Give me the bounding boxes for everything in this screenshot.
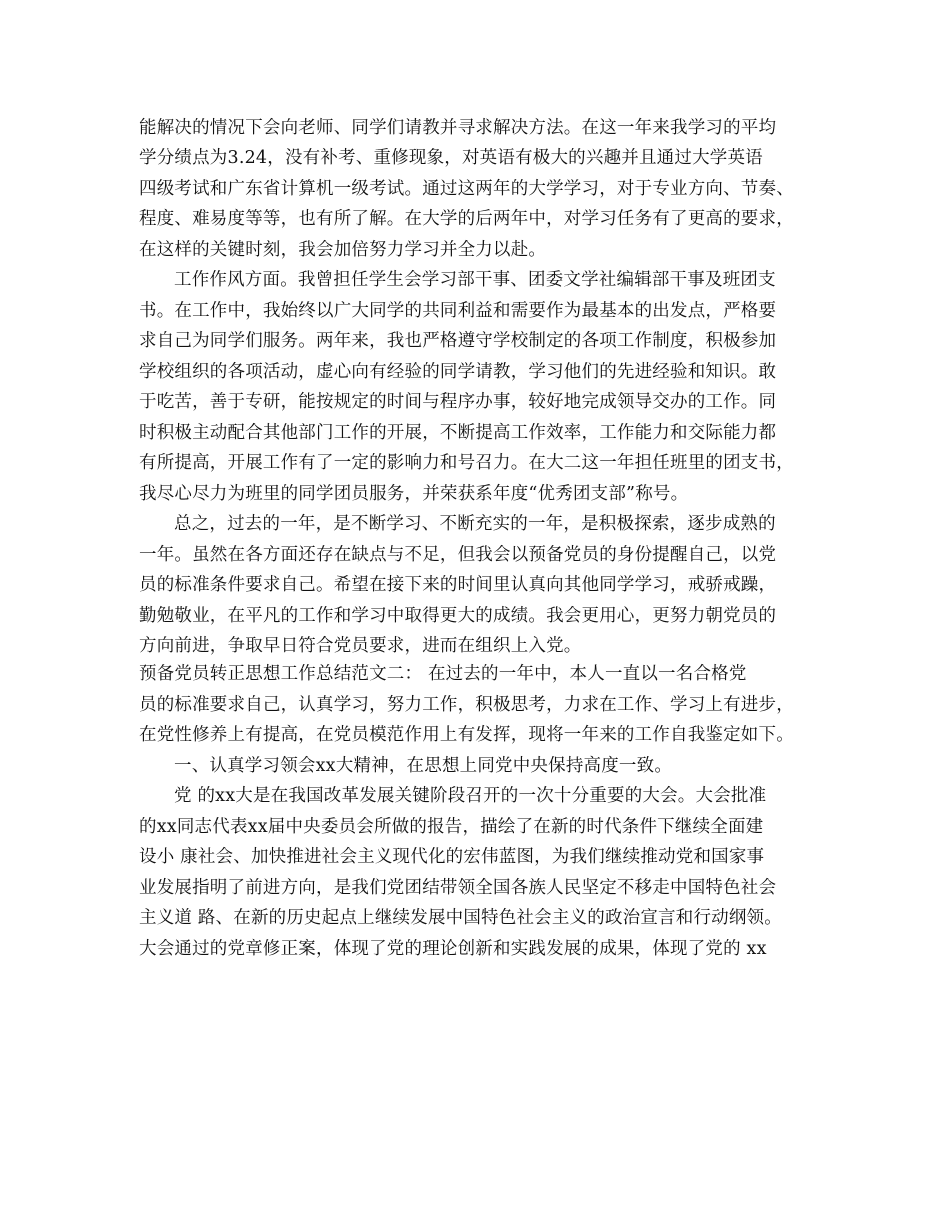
text-line: 学分绩点为3.24，没有补考、重修现象，对英语有极大的兴趣并且通过大学英语 bbox=[139, 148, 763, 168]
text-line: 设小 康社会、加快推进社会主义现代化的宏伟蓝图，为我们继续推动党和国家事 bbox=[139, 847, 765, 867]
text-line: 我尽心尽力为班里的同学团员服务，并荣获系年度“优秀团支部”称号。 bbox=[139, 484, 689, 504]
text-line: 一年。虽然在各方面还存在缺点与不足，但我会以预备党员的身份提醒自己，以党 bbox=[139, 545, 777, 565]
text-line: 党 的xx大是在我国改革发展关键阶段召开的一次十分重要的大会。大会批准 bbox=[174, 786, 767, 806]
text-line: 学校组织的各项活动，虚心向有经验的同学请教，学习他们的先进经验和知识。敢 bbox=[139, 362, 777, 382]
text-line: 在这样的关键时刻，我会加倍努力学习并全力以赴。 bbox=[139, 240, 547, 260]
text-line: 方向前进，争取早日符合党员要求，进而在组织上入党。 bbox=[139, 636, 582, 656]
text-line: 工作作风方面。我曾担任学生会学习部干事、团委文学社编辑部干事及班团支 bbox=[174, 270, 776, 290]
text-line: 能解决的情况下会向老师、同学们请教并寻求解决方法。在这一年来我学习的平均 bbox=[139, 118, 777, 138]
text-line: 时积极主动配合其他部门工作的开展，不断提高工作效率，工作能力和交际能力都 bbox=[139, 423, 777, 443]
text-line: 主义道 路、在新的历史起点上继续发展中国特色社会主义的政治宣言和行动纲领。 bbox=[139, 908, 782, 928]
text-line: 书。在工作中，我始终以广大同学的共同利益和需要作为最基本的出发点，严格要 bbox=[139, 301, 777, 321]
text-line: 于吃苦，善于专研，能按规定的时间与程序办事，较好地完成领导交办的工作。同 bbox=[139, 392, 777, 412]
text-line: 员的标准条件要求自己。希望在接下来的时间里认真向其他同学学习，戒骄戒躁， bbox=[139, 575, 777, 595]
text-line: 在党性修养上有提高，在党员模范作用上有发挥，现将一年来的工作自我鉴定如下。 bbox=[139, 725, 794, 745]
text-line: 员的标准要求自己，认真学习，努力工作，积极思考，力求在工作、学习上有进步， bbox=[139, 695, 794, 715]
text-line: 预备党员转正思想工作总结范文二： 在过去的一年中，本人一直以一名合格党 bbox=[139, 664, 747, 684]
text-line: 大会通过的党章修正案，体现了党的理论创新和实践发展的成果，体现了党的 xx bbox=[139, 939, 767, 959]
text-line: 程度、难易度等等，也有所了解。在大学的后两年中，对学习任务有了更高的要求， bbox=[139, 209, 794, 229]
text-line: 总之，过去的一年，是不断学习、不断充实的一年，是积极探索，逐步成熟的 bbox=[174, 514, 776, 534]
text-line: 勤勉敬业，在平凡的工作和学习中取得更大的成绩。我会更用心，更努力朝党员的 bbox=[139, 606, 777, 626]
text-line: 一、认真学习领会xx大精神，在思想上同党中央保持高度一致。 bbox=[174, 756, 673, 776]
text-line: 有所提高，开展工作有了一定的影响力和号召力。在大二这一年担任班里的团支书， bbox=[139, 453, 794, 473]
text-line: 业发展指明了前进方向，是我们党团结带领全国各族人民坚定不移走中国特色社会 bbox=[139, 878, 777, 898]
text-line: 四级考试和广东省计算机一级考试。通过这两年的大学学习，对于专业方向、节奏、 bbox=[139, 179, 794, 199]
text-line: 求自己为同学们服务。两年来，我也严格遵守学校制定的各项工作制度，积极参加 bbox=[139, 331, 777, 351]
text-line: 的xx同志代表xx届中央委员会所做的报告，描绘了在新的时代条件下继续全面建 bbox=[139, 817, 764, 837]
